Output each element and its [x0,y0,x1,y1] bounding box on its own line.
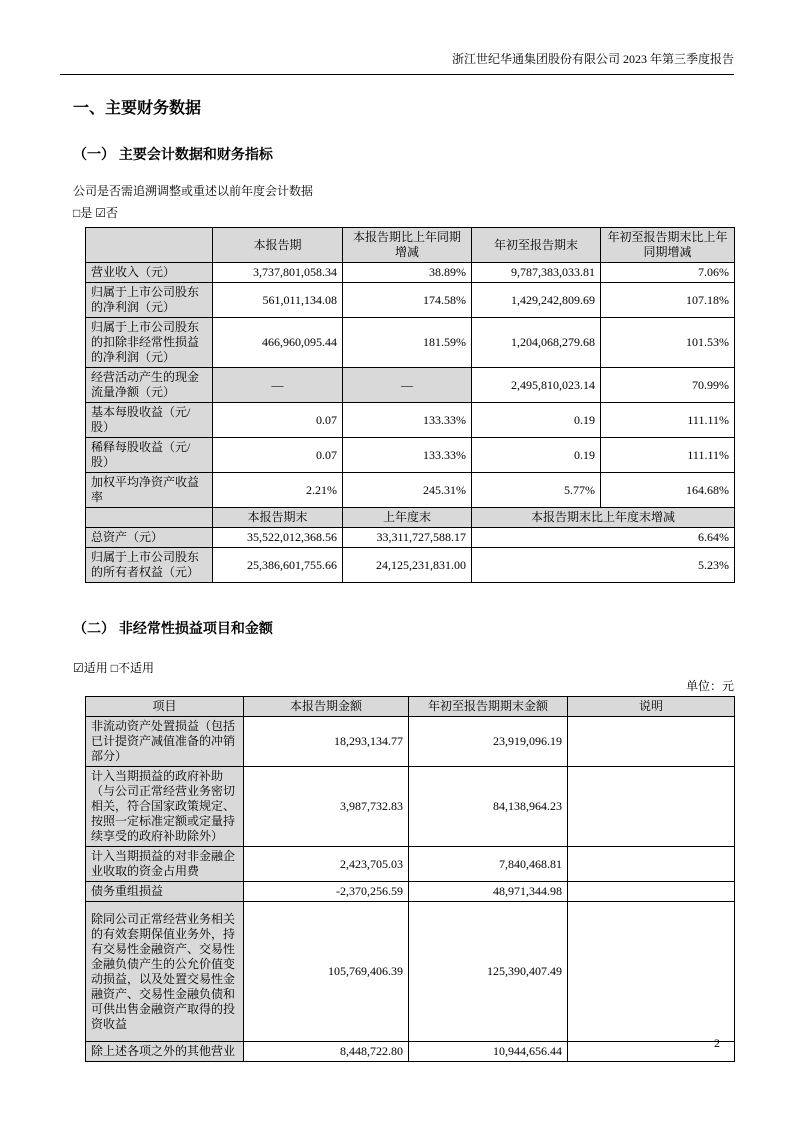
header-cell-period-end: 本报告期末 [213,508,343,528]
row-fair-value-changes [86,902,735,1042]
value-cell: 0.07 [213,438,343,473]
value-cell: 5.23% [472,548,735,583]
value-cell: 2,495,810,023.14 [472,368,601,403]
item-label: 非流动资产处置损益（包括已计提资产减值准备的冲销部分） [86,717,244,767]
metric-label: 归属于上市公司股东的所有者权益（元） [86,548,213,583]
row-operating-cash-flow [86,368,735,403]
dash-cell: — [213,368,343,403]
value-cell: 33,311,727,588.17 [343,528,472,548]
header-cell-prior-year-end: 上年度末 [343,508,472,528]
header-cell-period-end-change: 本报告期末比上年度末增减 [472,508,735,528]
header-cell-note: 说明 [568,697,735,717]
value-cell: 23,919,096.19 [409,717,568,767]
subsection-title-non-recurring-items: （二） 非经常性损益项目和金额 [73,620,273,636]
restatement-question: 公司是否需追溯调整或重述以前年度会计数据 [73,184,314,198]
note-cell [568,767,735,847]
row-shareholders-equity [86,548,735,583]
value-cell: 24,125,231,831.00 [343,548,472,583]
header-cell-ytd: 年初至报告期末 [472,228,601,263]
item-label: 计入当期损益的政府补助（与公司正常经营业务密切相关，符合国家政策规定、按照一定标准定额或定量持续享受的政府补助除外） [86,767,244,847]
header-cell-ytd-amount: 年初至报告期期末金额 [409,697,568,717]
value-cell: 174.58% [343,283,472,318]
value-cell: 111.11% [601,438,735,473]
value-cell: 70.99% [601,368,735,403]
metric-label: 归属于上市公司股东的扣除非经常性损益的净利润（元） [86,318,213,368]
note-cell [568,717,735,767]
value-cell: 133.33% [343,438,472,473]
item-label: 计入当期损益的对非金融企业收取的资金占用费 [86,847,244,882]
page-number: 2 [714,1036,720,1050]
value-cell: 3,987,732.83 [244,767,409,847]
restatement-answer-checkboxes: □是 ☑否 [73,206,119,220]
table1-period-end-header-row [86,508,735,528]
non-recurring-items-table [85,696,735,1062]
empty-header-cell [86,508,213,528]
dash-cell: — [343,368,472,403]
key-financial-indicators-table [85,227,735,583]
note-cell [568,1042,735,1062]
row-total-assets [86,528,735,548]
value-cell: 466,960,095.44 [213,318,343,368]
value-cell: 9,787,383,033.81 [472,263,601,283]
value-cell: 2,423,705.03 [244,847,409,882]
item-label: 除上述各项之外的其他营业 [86,1042,244,1062]
unit-label: 单位：元 [685,679,734,693]
note-cell [568,902,735,1042]
value-cell: 105,769,406.39 [244,902,409,1042]
value-cell: 101.53% [601,318,735,368]
value-cell: 6.64% [472,528,735,548]
header-cell-yoy-change: 本报告期比上年同期增减 [343,228,472,263]
applicability-checkboxes: ☑适用 □不适用 [73,661,155,675]
value-cell: 561,011,134.08 [213,283,343,318]
value-cell: 35,522,012,368.56 [213,528,343,548]
row-basic-eps [86,403,735,438]
value-cell: 111.11% [601,403,735,438]
note-cell [568,847,735,882]
subsection-title-key-accounting-data: （一） 主要会计数据和财务指标 [73,146,273,162]
row-net-profit [86,283,735,318]
value-cell: 48,971,344.98 [409,882,568,902]
value-cell: 25,386,601,755.66 [213,548,343,583]
value-cell: 10,944,656.44 [409,1042,568,1062]
row-revenue [86,263,735,283]
value-cell: 0.19 [472,403,601,438]
metric-label: 稀释每股收益（元/股） [86,438,213,473]
header-cell-ytd-yoy-change: 年初至报告期末比上年同期增减 [601,228,735,263]
row-diluted-eps [86,438,735,473]
value-cell: 7,840,468.81 [409,847,568,882]
value-cell: -2,370,256.59 [244,882,409,902]
value-cell: 84,138,964.23 [409,767,568,847]
table1-header-row [86,228,735,263]
document-header [60,0,734,75]
value-cell: 3,737,801,058.34 [213,263,343,283]
value-cell: 7.06% [601,263,735,283]
row-net-profit-excl-nonrecurring [86,318,735,368]
item-label: 债务重组损益 [86,882,244,902]
note-cell [568,882,735,902]
row-fund-occupation-fees [86,847,735,882]
section-title-main-financial-data: 一、主要财务数据 [73,100,202,117]
value-cell: 164.68% [601,473,735,508]
value-cell: 107.18% [601,283,735,318]
empty-header-cell [86,228,213,263]
metric-label: 总资产（元） [86,528,213,548]
report-header-title: 浙江世纪华通集团股份有限公司 2023 年第三季度报告 [451,52,734,66]
row-weighted-avg-roe [86,473,735,508]
row-debt-restructuring [86,882,735,902]
metric-label: 营业收入（元） [86,263,213,283]
row-other-non-operating [86,1042,735,1062]
value-cell: 245.31% [343,473,472,508]
header-cell-current-amount: 本报告期金额 [244,697,409,717]
metric-label: 经营活动产生的现金流量净额（元） [86,368,213,403]
value-cell: 8,448,722.80 [244,1042,409,1062]
value-cell: 2.21% [213,473,343,508]
value-cell: 1,429,242,809.69 [472,283,601,318]
header-cell-current-period: 本报告期 [213,228,343,263]
value-cell: 38.89% [343,263,472,283]
table2-header-row [86,697,735,717]
value-cell: 181.59% [343,318,472,368]
metric-label: 基本每股收益（元/股） [86,403,213,438]
value-cell: 125,390,407.49 [409,902,568,1042]
metric-label: 归属于上市公司股东的净利润（元） [86,283,213,318]
value-cell: 1,204,068,279.68 [472,318,601,368]
value-cell: 18,293,134.77 [244,717,409,767]
header-cell-item: 项目 [86,697,244,717]
metric-label: 加权平均净资产收益率 [86,473,213,508]
item-label: 除同公司正常经营业务相关的有效套期保值业务外，持有交易性金融资产、交易性金融负债产生的公允价值变动损益，以及处置交易性金融资产、交易性金融负债和可供出售金融资产取得的投资收益 [86,902,244,1042]
row-noncurrent-asset-disposal [86,717,735,767]
value-cell: 0.19 [472,438,601,473]
value-cell: 5.77% [472,473,601,508]
value-cell: 0.07 [213,403,343,438]
row-government-subsidies [86,767,735,847]
value-cell: 133.33% [343,403,472,438]
